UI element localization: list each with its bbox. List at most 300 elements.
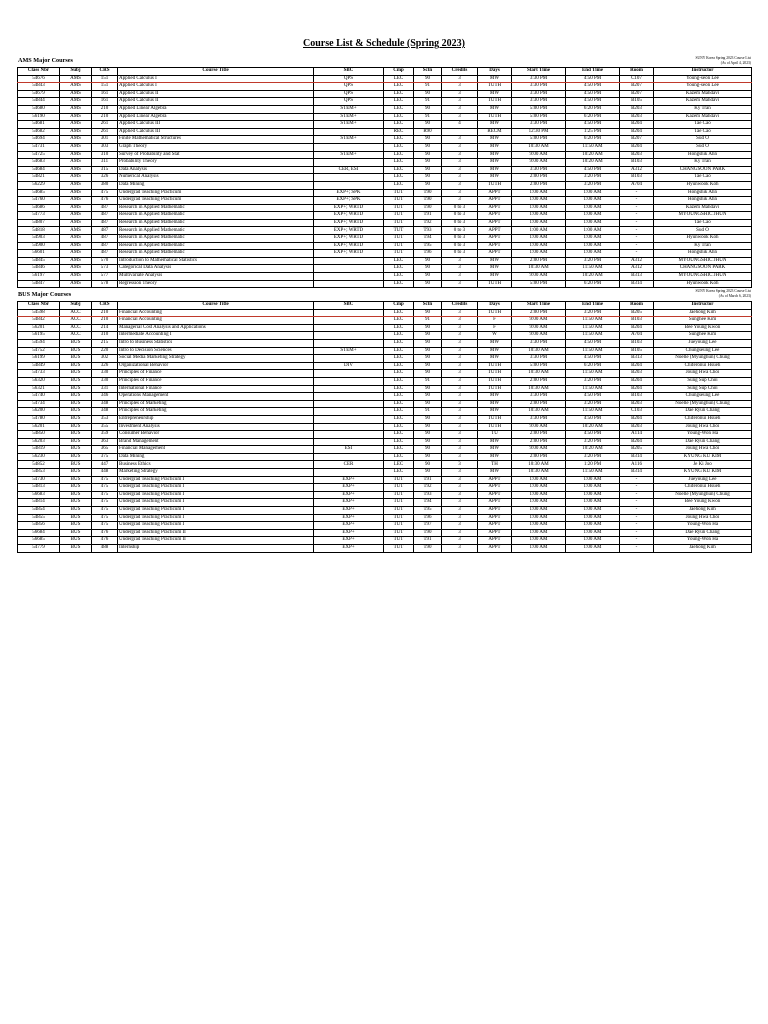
table-row [18,227,752,235]
table-cell: Applied Linear Algebra [118,105,314,113]
table-cell: 54844 [18,98,60,106]
table-cell: 3 [442,499,478,507]
table-cell: EXP+ [314,476,384,484]
table-cell: Applied Calculus II [118,98,314,106]
table-cell: - [620,227,654,235]
table-cell: Applied Calculus I [118,75,314,83]
table-cell: A312 [620,265,654,273]
table-cell: 6:20 PM [566,113,620,121]
table-cell: 3 [442,491,478,499]
table-cell: TUT [384,545,414,553]
table-cell [314,400,384,408]
table-cell: 54734 [18,400,60,408]
table-cell: LEC [384,280,414,288]
table-cell: 56321 [18,385,60,393]
table-cell: BUS [60,339,92,347]
table-cell: 210 [92,317,118,325]
table-cell: Organizational Behavior [118,362,314,370]
table-cell: Principles of Marketing [118,408,314,416]
table-cell: LEC [384,355,414,363]
table-cell: MW [478,121,512,129]
table-cell: TUT [384,537,414,545]
table-cell: 11:50 AM [566,469,620,477]
table-cell: MW [478,273,512,281]
table-cell: 3 [442,522,478,530]
table-cell: 3 [442,393,478,401]
table-cell: AMS [60,128,92,136]
table-cell: BUS [60,423,92,431]
table-cell: 54686 [18,204,60,212]
table-cell: Kazem Mahdavi [654,113,752,121]
table-cell: - [620,514,654,522]
column-header: Subj [60,68,92,76]
table-row [18,113,752,121]
table-cell [314,385,384,393]
table-cell: Dae Ryun Chang [654,408,752,416]
table-cell: 3 [442,446,478,454]
table-row [18,181,752,189]
table-row [18,280,752,288]
table-cell: 3 [442,257,478,265]
table-cell: 54821 [18,174,60,182]
table-cell: TUT [384,484,414,492]
table-cell: 475 [92,484,118,492]
table-cell: 54856 [18,522,60,530]
table-cell: F [478,324,512,332]
table-row [18,377,752,385]
table-cell: Consumer Behavior [118,431,314,439]
table-row [18,189,752,197]
table-cell: Young-Won Ha [654,537,752,545]
table-cell: 3 [442,105,478,113]
table-cell: APPT [478,545,512,553]
table-cell: EXP+ [314,522,384,530]
table-cell: 3 [442,197,478,205]
bus-section-heading: BUS Major Courses [18,291,72,298]
table-cell: LEC [384,469,414,477]
table-cell: TUT [384,522,414,530]
table-cell: AMS [60,151,92,159]
ams-note-line1: SUNY Korea Spring 2023 Course List [695,56,751,60]
table-cell: 3 [442,181,478,189]
table-cell: 90 [414,181,442,189]
table-cell: 311 [92,159,118,167]
table-cell: LEC [384,143,414,151]
table-cell: BUS [60,347,92,355]
table-cell: Data Analysis [118,166,314,174]
table-cell: 90 [414,121,442,129]
table-cell: A312 [620,257,654,265]
table-cell: TUT [384,491,414,499]
table-cell: 346 [92,393,118,401]
table-cell: 54694 [18,136,60,144]
table-row [18,423,752,431]
table-cell: Multivariate Analysis [118,273,314,281]
table-cell: Dae Ryun Chang [654,438,752,446]
table-cell: T90 [414,545,442,553]
table-cell: 1:00 AM [566,476,620,484]
table-cell: 310 [92,332,118,340]
table-cell: 9:00 AM [512,151,566,159]
table-cell: QPS [314,98,384,106]
table-cell: TUTH [478,181,512,189]
table-cell: 0 to 3 [442,219,478,227]
table-cell: Jaehong Kim [654,507,752,515]
ams-list-note [696,56,751,65]
table-cell: BUS [60,438,92,446]
table-cell: Chungseung Lee [654,347,752,355]
table-cell: 4:50 PM [566,339,620,347]
table-cell: DIV [314,362,384,370]
table-cell: B103 [620,393,654,401]
table-cell: 54852 [18,461,60,469]
table-cell: AMS [60,212,92,220]
table-cell: A312 [620,166,654,174]
table-cell: Young-Won Ha [654,431,752,439]
table-row [18,537,752,545]
table-cell: Introduction to Mathematical Statistics [118,257,314,265]
table-cell: EXP+ [314,545,384,553]
column-header: CRS [92,68,118,76]
table-cell: T90 [414,189,442,197]
table-cell: TUTH [478,83,512,91]
table-cell: 476 [92,537,118,545]
table-cell: 11:50 AM [566,317,620,325]
table-cell: LEC [384,339,414,347]
table-cell: Finite Mathematical Structures [118,136,314,144]
table-cell: 54680 [18,105,60,113]
table-cell: 54683 [18,159,60,167]
table-cell: 3 [442,324,478,332]
table-cell: 487 [92,204,118,212]
table-cell: B203 [620,370,654,378]
table-cell: 1:00 AM [512,212,566,220]
table-cell: 476 [92,197,118,205]
table-cell: Chiferonui Hsueh [654,484,752,492]
table-cell: Undergrad Teaching Practicum I [118,491,314,499]
table-cell: Sud O [654,227,752,235]
table-cell: 3 [442,469,478,477]
table-cell: 0 to 3 [442,235,478,243]
table-cell: AMS [60,159,92,167]
table-cell: 54752 [18,347,60,355]
table-cell: B204 [620,362,654,370]
table-cell: Tae Cao [654,219,752,227]
table-cell: 3 [442,75,478,83]
column-header: Room [620,68,654,76]
table-cell [314,355,384,363]
table-cell: Jaehong Kim [654,545,752,553]
table-cell [314,377,384,385]
table-cell: 54847 [18,280,60,288]
table-cell: 0 to 3 [442,242,478,250]
table-cell: 2:00 PM [512,377,566,385]
table-cell: 1:00 AM [512,514,566,522]
table-cell: - [620,537,654,545]
table-cell: Regression Theory [118,280,314,288]
table-cell: Principles of Finance [118,370,314,378]
table-cell: 3 [442,370,478,378]
table-cell: 161 [92,90,118,98]
table-cell: EXP+; WRTD [314,204,384,212]
table-cell: 475 [92,476,118,484]
table-cell: AMS [60,273,92,281]
table-row [18,250,752,258]
table-cell: EXP+; SPK [314,189,384,197]
table-cell: 3:30 PM [512,166,566,174]
table-cell [314,324,384,332]
table-cell: 151 [92,75,118,83]
table-cell: Research in Applied Mathematic [118,204,314,212]
table-cell: Hyunwook Koh [654,181,752,189]
table-cell: Young-seon Lee [654,75,752,83]
table-cell: 220 [92,347,118,355]
table-cell: EXP+; WRTD [314,219,384,227]
table-cell: 3 [442,189,478,197]
table-cell: EXP+ [314,507,384,515]
table-cell: MW [478,408,512,416]
table-cell: 90 [414,151,442,159]
table-cell: 54679 [18,90,60,98]
table-cell: 3 [442,280,478,288]
table-cell: 3:20 PM [566,438,620,446]
table-cell: EXP+; WRTD [314,250,384,258]
table-cell: 3:30 PM [512,393,566,401]
table-cell: 9:00 AM [512,159,566,167]
table-cell: 90 [414,469,442,477]
table-cell: 90 [414,339,442,347]
table-cell: 3 [442,484,478,492]
table-cell: 578 [92,280,118,288]
table-cell: Ky Tran [654,242,752,250]
table-cell: MYOUNGSHIC JHUN [654,257,752,265]
table-cell: 475 [92,499,118,507]
table-cell [314,128,384,136]
table-cell: 1:00 AM [566,227,620,235]
table-cell: 54845 [18,257,60,265]
table-cell: 1:00 AM [512,507,566,515]
table-cell: Hongshik Ahn [654,250,752,258]
table-cell: 54814 [18,499,60,507]
table-cell: Joung Hwa Choi [654,423,752,431]
table-cell: T93 [414,227,442,235]
table-cell: TUT [384,507,414,515]
table-cell: Joung Hwa Choi [654,370,752,378]
table-cell: MW [478,166,512,174]
table-row [18,212,752,220]
table-cell: 4:50 PM [566,75,620,83]
table-cell: 90 [414,324,442,332]
table-cell: T90 [414,197,442,205]
table-cell: Applied Calculus I [118,83,314,91]
table-cell: APPT [478,529,512,537]
table-cell: 10:30 AM [512,265,566,273]
table-cell: Sud O [654,136,752,144]
column-header: Instructor [654,302,752,310]
table-cell: - [620,250,654,258]
table-cell: 3:30 PM [512,121,566,129]
table-cell: 11:50 AM [566,143,620,151]
table-cell: TUT [384,242,414,250]
table-cell: MYOUNGSHIC JHUN [654,212,752,220]
table-cell: 5:00 PM [512,362,566,370]
table-cell: 91 [414,377,442,385]
table-cell: TUTH [478,280,512,288]
table-cell [314,174,384,182]
table-cell: 56683 [18,491,60,499]
table-cell: APPT [478,235,512,243]
table-row [18,461,752,469]
table-row [18,469,752,477]
column-header: Cmp [384,302,414,310]
bus-note-line2: (As of March 6, 2023) [718,293,751,298]
table-row [18,128,752,136]
table-cell: Bee Young Kwon [654,499,752,507]
table-row [18,166,752,174]
table-cell: 3 [442,265,478,273]
table-cell: Investment Analysis [118,423,314,431]
column-header: Class Nbr [18,68,60,76]
table-cell: TUT [384,499,414,507]
table-cell: 54900 [18,242,60,250]
table-cell: MW [478,265,512,273]
table-cell: 56203 [18,438,60,446]
table-cell: T93 [414,491,442,499]
table-cell: EXP+; WRTD [314,242,384,250]
column-header: CRS [92,302,118,310]
table-cell: 3 [442,514,478,522]
table-cell: AMS [60,242,92,250]
table-cell: 3 [442,166,478,174]
table-cell: 3 [442,355,478,363]
table-cell: 56230 [18,453,60,461]
table-cell: 330 [92,377,118,385]
table-cell: B205 [620,446,654,454]
table-cell: - [620,219,654,227]
table-cell: REC [384,128,414,136]
table-cell: - [620,529,654,537]
table-cell [314,159,384,167]
table-cell: TUT [384,197,414,205]
table-row [18,355,752,363]
table-cell: Undergrad Teaching Practicum I [118,522,314,530]
table-row [18,522,752,530]
table-cell: 4:50 PM [566,431,620,439]
table-cell: B207 [620,136,654,144]
table-cell: 54855 [18,514,60,522]
table-cell: MW [478,469,512,477]
table-cell: - [620,204,654,212]
table-cell: AMS [60,280,92,288]
table-cell: APPT [478,250,512,258]
table-cell: BUS [60,491,92,499]
table-cell: 9:00 AM [512,324,566,332]
table-cell: APPT [478,189,512,197]
column-header: Course Title [118,68,314,76]
table-cell: LEC [384,273,414,281]
table-cell: B207 [620,90,654,98]
table-row [18,408,752,416]
table-cell: LEC [384,181,414,189]
table-cell: 91 [414,317,442,325]
table-row [18,143,752,151]
table-cell: Ky Tran [654,105,752,113]
table-cell: AMS [60,227,92,235]
table-cell: 3:20 PM [566,174,620,182]
table-cell: LEC [384,332,414,340]
table-cell: 261 [92,128,118,136]
table-cell: 54780 [18,415,60,423]
table-row [18,438,752,446]
table-cell: 3 [442,98,478,106]
table-cell: MW [478,105,512,113]
table-cell: T94 [414,235,442,243]
table-cell: LEC [384,446,414,454]
table-cell: 1:00 AM [566,197,620,205]
table-cell: MYOUNGSHIC JHUN [654,273,752,281]
table-cell: Sud O [654,143,752,151]
table-cell: 3 [442,273,478,281]
table-cell: 1:00 AM [512,227,566,235]
table-cell: TUTH [478,385,512,393]
table-cell: T90 [414,204,442,212]
table-cell: TU [478,431,512,439]
table-cell: Chungseung Lee [654,393,752,401]
ams-table-body [18,75,752,288]
table-cell: B103 [620,159,654,167]
table-cell: 10:20 AM [566,159,620,167]
table-cell: APPT [478,242,512,250]
table-cell: Applied Calculus II [118,90,314,98]
column-header: Days [478,302,512,310]
column-header: Cmp [384,68,414,76]
table-cell: W [478,332,512,340]
table-cell: 91 [414,408,442,416]
table-cell: - [620,545,654,553]
table-cell: BUS [60,453,92,461]
table-cell: Young-Won Ha [654,522,752,530]
table-cell: 90 [414,461,442,469]
table-cell: B203 [620,400,654,408]
table-cell: 3:20 PM [566,400,620,408]
table-cell: B105 [620,347,654,355]
table-cell: 5:00 PM [512,280,566,288]
table-cell: T91 [414,476,442,484]
table-cell [314,265,384,273]
table-cell: LEC [384,151,414,159]
table-row [18,491,752,499]
table-cell: EXP+; WRTD [314,227,384,235]
table-cell: 1:00 AM [512,529,566,537]
table-row [18,332,752,340]
table-cell: LEC [384,385,414,393]
table-cell: A114 [620,431,654,439]
table-row [18,499,752,507]
table-cell: 90 [414,370,442,378]
table-cell: 5:00 PM [512,136,566,144]
column-header: Class Nbr [18,302,60,310]
table-cell: Undergrad Teaching Practicum I [118,484,314,492]
table-cell: 54676 [18,75,60,83]
table-cell: Applied Calculus III [118,128,314,136]
table-cell: Undergrad Teaching Practicum I [118,507,314,515]
table-cell: Financial Accounting [118,309,314,317]
table-cell: 348 [92,408,118,416]
table-cell: 54818 [18,227,60,235]
table-cell: - [620,212,654,220]
table-cell: 447 [92,461,118,469]
table-cell: BUS [60,393,92,401]
